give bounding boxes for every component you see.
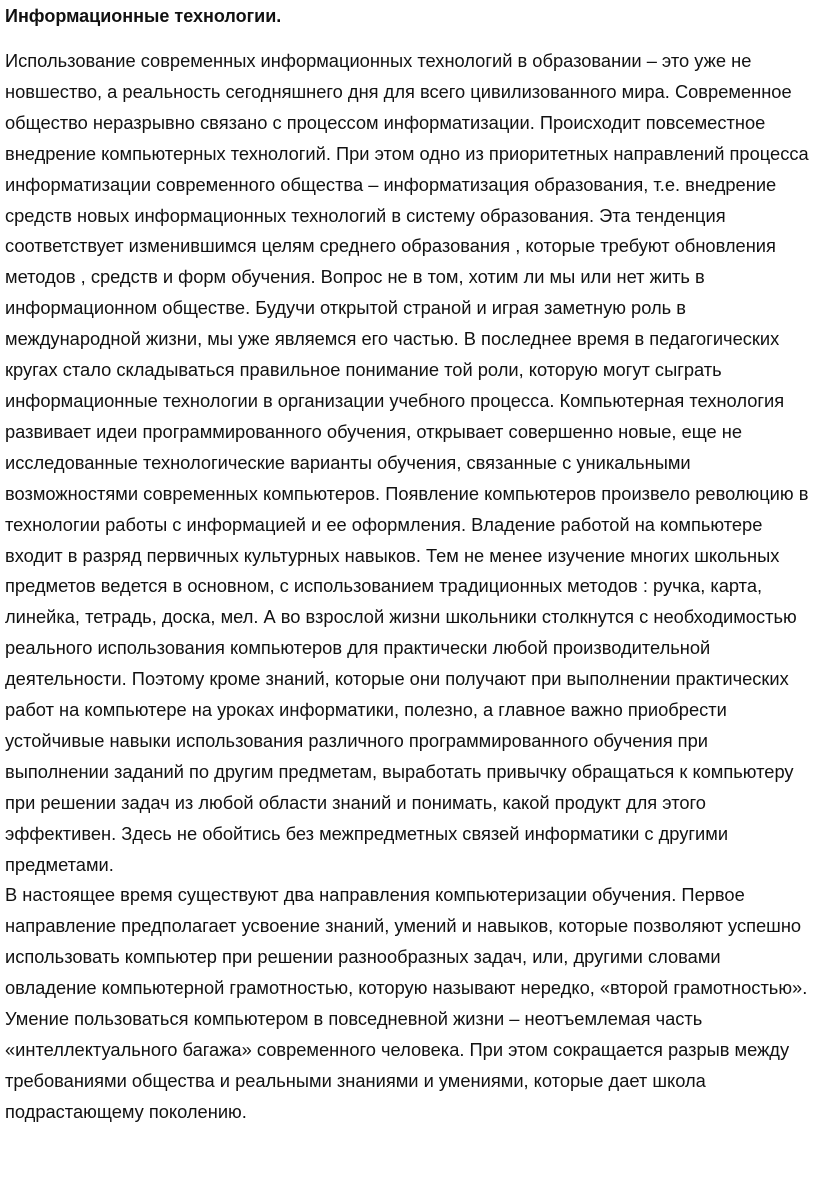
- document-title: Информационные технологии.: [5, 6, 282, 26]
- paragraph-2: В настоящее время существуют два направления компьютеризации обучения. Первое направление предполагает усвоение знаний, умений и навыков, которые позволяют успешно использовать компьютер при решении разнообразных задач, или, другими словами овладение компьютерной грамотностью, которую называют нередко, «второй грамотностью». Умение пользоваться компьютером в повседневной жизни – неотъемлемая часть «интеллектуального багажа» современного человека. При этом сокращается разрыв между требованиями общества и реальными знаниями и умениями, которые дает школа подрастающему поколению.: [5, 884, 808, 1122]
- document-page: [5, 0, 813, 1128]
- paragraph-1: Использование современных информационных технологий в образовании – это уже не новшество, а реальность сегодняшнего дня для всего цивилизованного мира. Современное общество неразрывно связано с процессом информатизации. Происходит повсеместное внедрение компьютерных технологий. При этом одно из приоритетных направлений процесса информатизации современного общества – информатизация образования, т.е. внедрение средств новых информационных технологий в систему образования. Эта тенденция соответствует изменившимся целям среднего образования , которые требуют обновления методов , средств и форм обучения. Вопрос не в том, хотим ли мы или нет жить в информационном обществе. Будучи открытой страной и играя заметную роль в международной жизни, мы уже являемся его частью. В последнее время в педагогических кругах стало складываться правильное понимание той роли, которую могут сыграть информационные технологии в организации учебного процесса. Компьютерная технология развивает идеи программированного обучения, открывает совершенно новые, еще не исследованные технологические варианты обучения, связанные с уникальными возможностями современных компьютеров. Появление компьютеров произвело революцию в технологии работы с информацией и ее оформления. Владение работой на компьютере входит в разряд первичных культурных навыков. Тем не менее изучение многих школьных предметов ведется в основном, с использованием традиционных методов : ручка, карта, линейка, тетрадь, доска, мел. А во взрослой жизни школьники столкнутся с необходимостью реального использования компьютеров для практически любой производительной деятельности. Поэтому кроме знаний, которые они получают при выполнении практических работ на компьютере на уроках информатики, полезно, а главное важно приобрести устойчивые навыки использования различного программированного обучения при выполнении заданий по другим предметам, выработать привычку обращаться к компьютеру при решении задач из любой области знаний и понимать, какой продукт для этого эффективен. Здесь не обойтись без межпредметных связей информатики с другими предметами.: [5, 50, 809, 875]
